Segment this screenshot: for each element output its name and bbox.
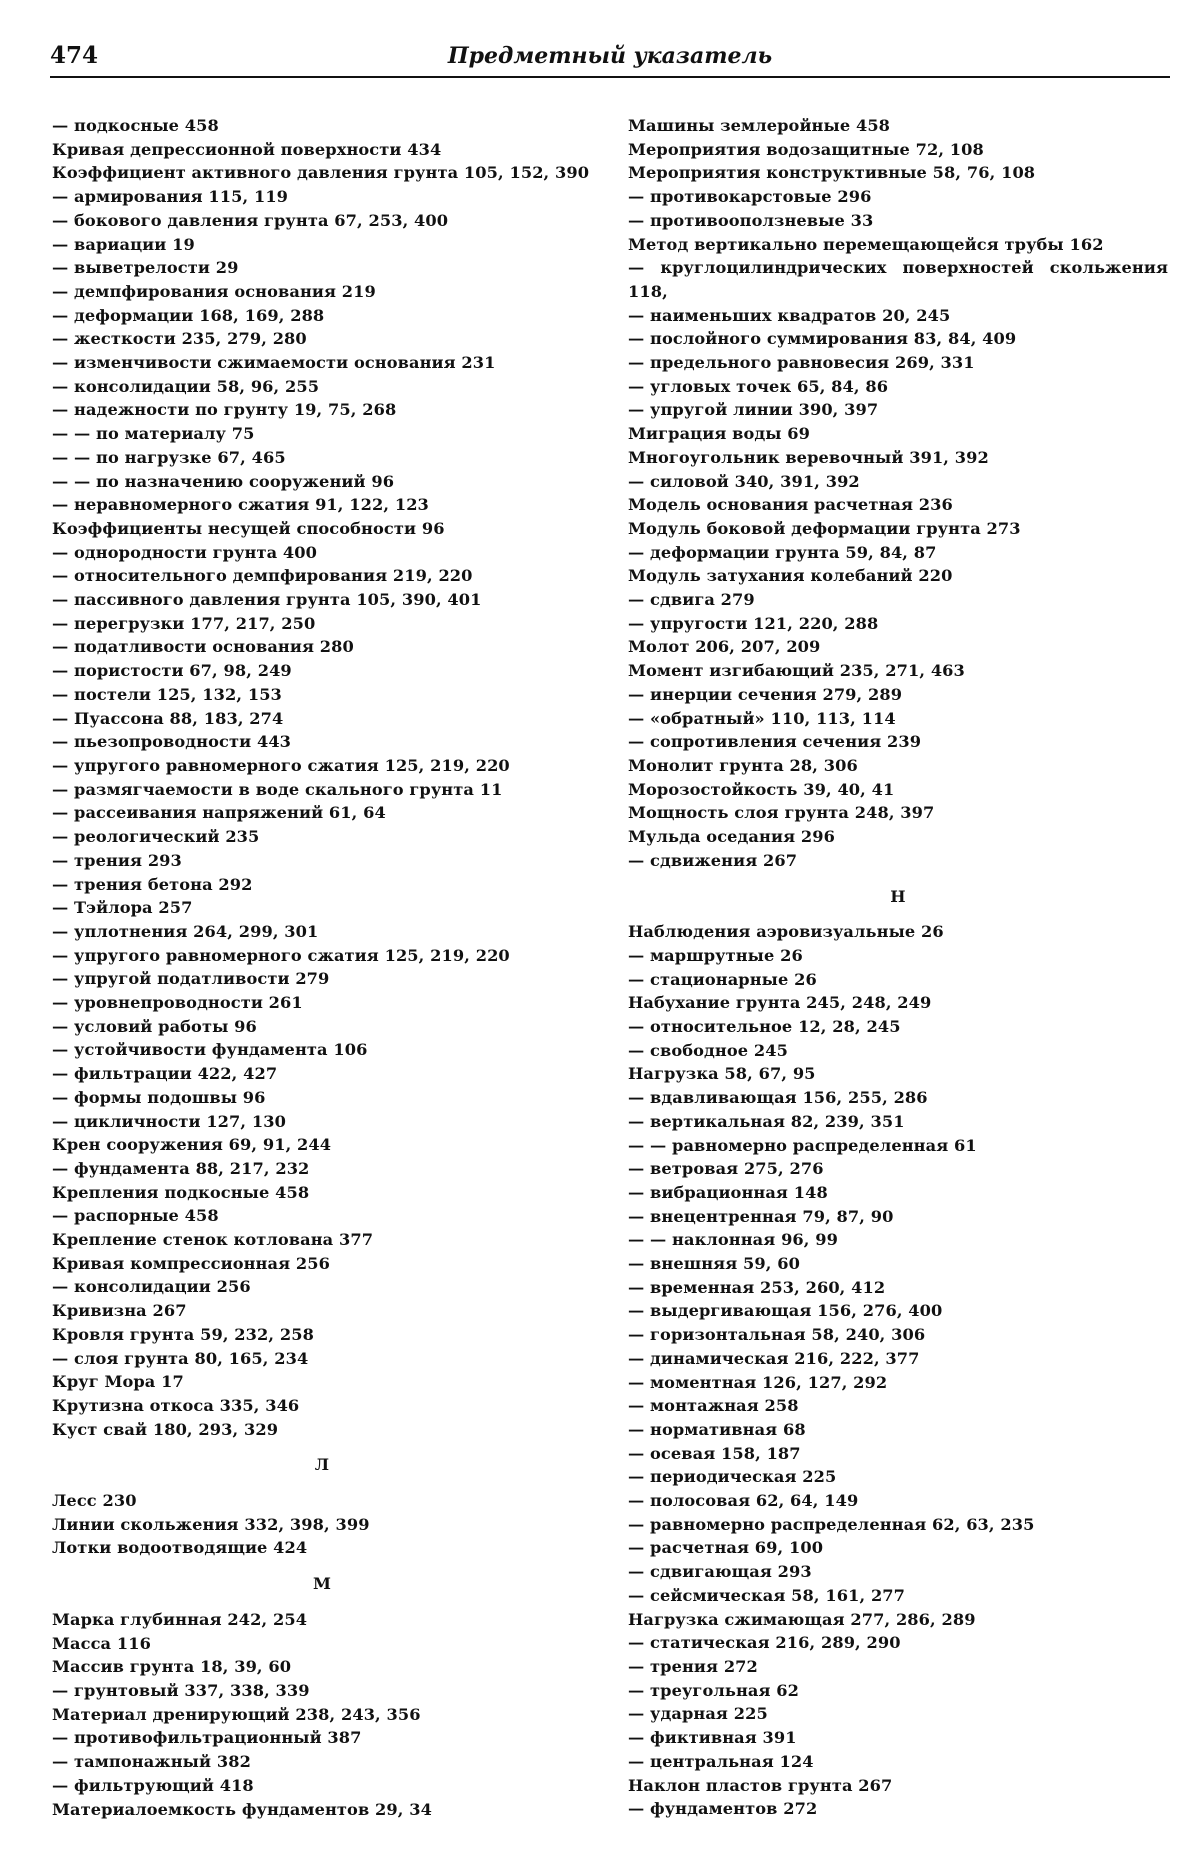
index-entry: — — по назначению сооружений 96 xyxy=(52,471,395,491)
index-entry: — упругой линии 390, 397 xyxy=(628,400,879,420)
index-entry: Линии скольжения 332, 398, 399 xyxy=(52,1514,370,1534)
index-entry: — трения 272 xyxy=(628,1657,758,1676)
index-entry: — демпфирования основания 219 xyxy=(52,281,376,301)
index-entry: — полосовая 62, 64, 149 xyxy=(628,1491,859,1511)
index-entry: — противооползневые 33 xyxy=(628,210,874,230)
index-entry: Модуль боковой деформации грунта 273 xyxy=(628,518,1021,538)
index-entry: Круг Мора 17 xyxy=(52,1372,184,1392)
index-entry: Монолит грунта 28, 306 xyxy=(628,755,858,775)
index-entry: — Пуассона 88, 183, 274 xyxy=(52,708,284,728)
index-entry: — цикличности 127, 130 xyxy=(52,1111,286,1131)
index-entry: — грунтовый 337, 338, 339 xyxy=(52,1681,310,1700)
index-column-right xyxy=(628,114,1168,1821)
index-entry: — внецентренная 79, 87, 90 xyxy=(628,1206,894,1226)
index-entry: — слоя грунта 80, 165, 234 xyxy=(52,1348,309,1368)
index-entry: — выветрелости 29 xyxy=(52,258,239,278)
index-entry: — консолидации 58, 96, 255 xyxy=(52,376,320,396)
index-entry: — сейсмическая 58, 161, 277 xyxy=(628,1585,906,1605)
index-entry: — предельного равновесия 269, 331 xyxy=(628,353,975,373)
index-entry: — сдвига 279 xyxy=(628,590,755,610)
index-entry: — упругости 121, 220, 288 xyxy=(628,613,879,633)
index-entry: — динамическая 216, 222, 377 xyxy=(628,1348,920,1368)
index-entry: — фундаментов 272 xyxy=(628,1799,818,1819)
index-entry: — относительное 12, 28, 245 xyxy=(628,1017,901,1037)
index-entry: — фильтрующий 418 xyxy=(52,1775,254,1795)
section-letter: Н xyxy=(890,886,906,906)
index-entry: — уплотнения 264, 299, 301 xyxy=(52,921,319,941)
index-entry: Крен сооружения 69, 91, 244 xyxy=(52,1135,332,1155)
index-entry: Мероприятия водозащитные 72, 108 xyxy=(628,139,984,159)
index-entry: Кровля грунта 59, 232, 258 xyxy=(52,1324,314,1344)
index-entry: — маршрутные 26 xyxy=(628,945,803,965)
index-entry: — пассивного давления грунта 105, 390, 401 xyxy=(52,590,482,610)
index-entry: Многоугольник веревочный 391, 392 xyxy=(628,447,989,467)
index-entry: — трения бетона 292 xyxy=(52,874,253,894)
index-entry: — — по материалу 75 xyxy=(52,424,255,444)
index-entry: — устойчивости фундамента 106 xyxy=(52,1040,368,1060)
index-entry: — армирования 115, 119 xyxy=(52,187,289,207)
index-entry: Нагрузка сжимающая 277, 286, 289 xyxy=(628,1609,976,1629)
index-entry: Момент изгибающий 235, 271, 463 xyxy=(628,661,965,681)
index-entry: — наименьших квадратов 20, 245 xyxy=(628,305,951,325)
index-entry: — перегрузки 177, 217, 250 xyxy=(52,613,316,633)
index-entry: — стационарные 26 xyxy=(628,969,817,989)
index-entry: — временная 253, 260, 412 xyxy=(628,1277,886,1297)
index-entry: Коэффициент активного давления грунта 105, 152, 390 xyxy=(52,163,590,183)
section-letter: Л xyxy=(314,1455,330,1475)
index-entry: — реологический 235 xyxy=(52,827,260,847)
index-entry: — подкосные 458 xyxy=(52,116,219,135)
index-column-left xyxy=(52,114,592,1821)
index-entry: — сдвижения 267 xyxy=(628,850,798,870)
index-entry: — инерции сечения 279, 289 xyxy=(628,684,903,704)
index-entry: — — равномерно распределенная 61 xyxy=(628,1135,977,1155)
index-entry: — распорные 458 xyxy=(52,1206,219,1226)
running-header xyxy=(50,42,1170,78)
index-entry: — неравномерного сжатия 91, 122, 123 xyxy=(52,495,429,515)
index-entry: — бокового давления грунта 67, 253, 400 xyxy=(52,210,449,230)
index-entry: — упругой податливости 279 xyxy=(52,969,330,989)
index-entry: — фундамента 88, 217, 232 xyxy=(52,1158,310,1178)
index-entry: Наблюдения аэровизуальные 26 xyxy=(628,922,944,942)
index-entry: — фиктивная 391 xyxy=(628,1728,797,1748)
index-entry: — изменчивости сжимаемости основания 231 xyxy=(52,353,496,373)
index-entry: — вариации 19 xyxy=(52,234,195,254)
running-title: Предметный указатель xyxy=(447,43,773,69)
index-entry: — треугольная 62 xyxy=(628,1680,800,1700)
index-entry: — жесткости 235, 279, 280 xyxy=(52,329,307,349)
index-entry: — вибрационная 148 xyxy=(628,1182,828,1202)
index-entry: — вдавливающая 156, 255, 286 xyxy=(628,1088,928,1108)
index-entry: Крепление стенок котлована 377 xyxy=(52,1230,374,1250)
index-entry: — противокарстовые 296 xyxy=(628,187,872,207)
index-entry: — круглоцилиндрических поверхностей скольжения xyxy=(628,258,1168,278)
index-entry: — послойного суммирования 83, 84, 409 xyxy=(628,329,1017,349)
index-entry: — статическая 216, 289, 290 xyxy=(628,1633,901,1653)
index-entry: — консолидации 256 xyxy=(52,1277,251,1297)
index-entry: Лесс 230 xyxy=(52,1491,137,1511)
index-entry: — относительного демпфирования 219, 220 xyxy=(52,566,473,586)
index-entry: — фильтрации 422, 427 xyxy=(52,1064,278,1084)
index-entry: — моментная 126, 127, 292 xyxy=(628,1372,888,1392)
index-entry: Наклон пластов грунта 267 xyxy=(628,1775,893,1795)
index-entry: — надежности по грунту 19, 75, 268 xyxy=(52,400,397,420)
index-entry: — пьезопроводности 443 xyxy=(52,732,292,752)
index-entry: — — наклонная 96, 99 xyxy=(628,1230,838,1250)
index-entry: 118, xyxy=(628,281,668,301)
index-entry: Нагрузка 58, 67, 95 xyxy=(628,1064,816,1084)
index-entry: — сдвигающая 293 xyxy=(628,1562,812,1582)
index-entry: Набухание грунта 245, 248, 249 xyxy=(628,993,932,1013)
index-entry: Мощность слоя грунта 248, 397 xyxy=(628,803,935,823)
index-entry: — периодическая 225 xyxy=(628,1467,837,1487)
index-entry: Кривизна 267 xyxy=(52,1301,187,1321)
index-entry: — силовой 340, 391, 392 xyxy=(628,471,860,491)
index-entry: Машины землеройные 458 xyxy=(628,116,891,135)
index-entry: Марка глубинная 242, 254 xyxy=(52,1609,308,1629)
index-entry: Мульда оседания 296 xyxy=(628,827,835,847)
section-letter: М xyxy=(312,1574,332,1594)
index-entry: — податливости основания 280 xyxy=(52,637,354,657)
index-entry: Куст свай 180, 293, 329 xyxy=(52,1419,279,1439)
index-entry: — ветровая 275, 276 xyxy=(628,1159,824,1179)
index-entry: Коэффициенты несущей способности 96 xyxy=(52,518,445,538)
index-entry: — упругого равномерного сжатия 125, 219, 220 xyxy=(52,945,510,965)
index-entry: — центральная 124 xyxy=(628,1751,814,1771)
index-entry: Модель основания расчетная 236 xyxy=(628,495,953,515)
index-entry: Кривая компрессионная 256 xyxy=(52,1253,330,1273)
index-entry: — рассеивания напряжений 61, 64 xyxy=(52,803,386,823)
index-entry: — свободное 245 xyxy=(628,1040,788,1060)
index-entry: — деформации грунта 59, 84, 87 xyxy=(628,542,937,562)
index-entry: Материалоемкость фундаментов 29, 34 xyxy=(52,1799,432,1819)
index-entry: — формы подошвы 96 xyxy=(52,1087,266,1107)
index-entry: — осевая 158, 187 xyxy=(628,1443,801,1463)
index-entry: Модуль затухания колебаний 220 xyxy=(628,566,953,586)
index-entry: — сопротивления сечения 239 xyxy=(628,732,922,752)
index-entry: Крепления подкосные 458 xyxy=(52,1182,310,1202)
index-entry: — «обратный» 110, 113, 114 xyxy=(628,708,896,728)
index-entry: — трения 293 xyxy=(52,850,182,870)
index-entry: Крутизна откоса 335, 346 xyxy=(52,1395,300,1415)
index-entry: Мероприятия конструктивные 58, 76, 108 xyxy=(628,163,1036,183)
index-entry: — условий работы 96 xyxy=(52,1016,257,1036)
index-entry: Массив грунта 18, 39, 60 xyxy=(52,1657,292,1677)
index-entry: — постели 125, 132, 153 xyxy=(52,684,282,704)
index-entry: — Тэйлора 257 xyxy=(52,898,193,918)
index-entry: — монтажная 258 xyxy=(628,1396,799,1416)
index-entry: — расчетная 69, 100 xyxy=(628,1538,824,1558)
index-entry: — вертикальная 82, 239, 351 xyxy=(628,1111,905,1131)
index-entry: — деформации 168, 169, 288 xyxy=(52,305,325,325)
index-entry: — пористости 67, 98, 249 xyxy=(52,661,292,681)
index-entry: — ударная 225 xyxy=(628,1704,768,1724)
index-entry: — противофильтрационный 387 xyxy=(52,1728,362,1748)
index-entry: — однородности грунта 400 xyxy=(52,542,318,562)
index-entry: Кривая депрессионной поверхности 434 xyxy=(52,139,442,159)
index-entry: — горизонтальная 58, 240, 306 xyxy=(628,1325,926,1345)
index-entry: — выдергивающая 156, 276, 400 xyxy=(628,1301,943,1321)
page-number: 474 xyxy=(50,42,99,69)
index-entry: — упругого равномерного сжатия 125, 219, 220 xyxy=(52,755,510,775)
index-entry: Материал дренирующий 238, 243, 356 xyxy=(52,1704,421,1724)
index-entry: Масса 116 xyxy=(52,1633,151,1653)
index-entry: — внешняя 59, 60 xyxy=(628,1254,800,1274)
index-entry: Метод вертикально перемещающейся трубы 162 xyxy=(628,234,1104,254)
index-entry: — угловых точек 65, 84, 86 xyxy=(628,376,889,396)
index-entry: — размягчаемости в воде скального грунта 11 xyxy=(52,779,503,799)
index-entry: — тампонажный 382 xyxy=(52,1752,251,1772)
index-entry: Морозостойкость 39, 40, 41 xyxy=(628,779,895,799)
index-entry: — нормативная 68 xyxy=(628,1419,806,1439)
index-entry: Миграция воды 69 xyxy=(628,424,811,444)
index-entry: Молот 206, 207, 209 xyxy=(628,637,821,657)
index-entry: Лотки водоотводящие 424 xyxy=(52,1538,308,1558)
index-entry: — уровнепроводности 261 xyxy=(52,993,303,1013)
index-entry: — — по нагрузке 67, 465 xyxy=(52,447,286,467)
index-entry: — равномерно распределенная 62, 63, 235 xyxy=(628,1514,1035,1534)
